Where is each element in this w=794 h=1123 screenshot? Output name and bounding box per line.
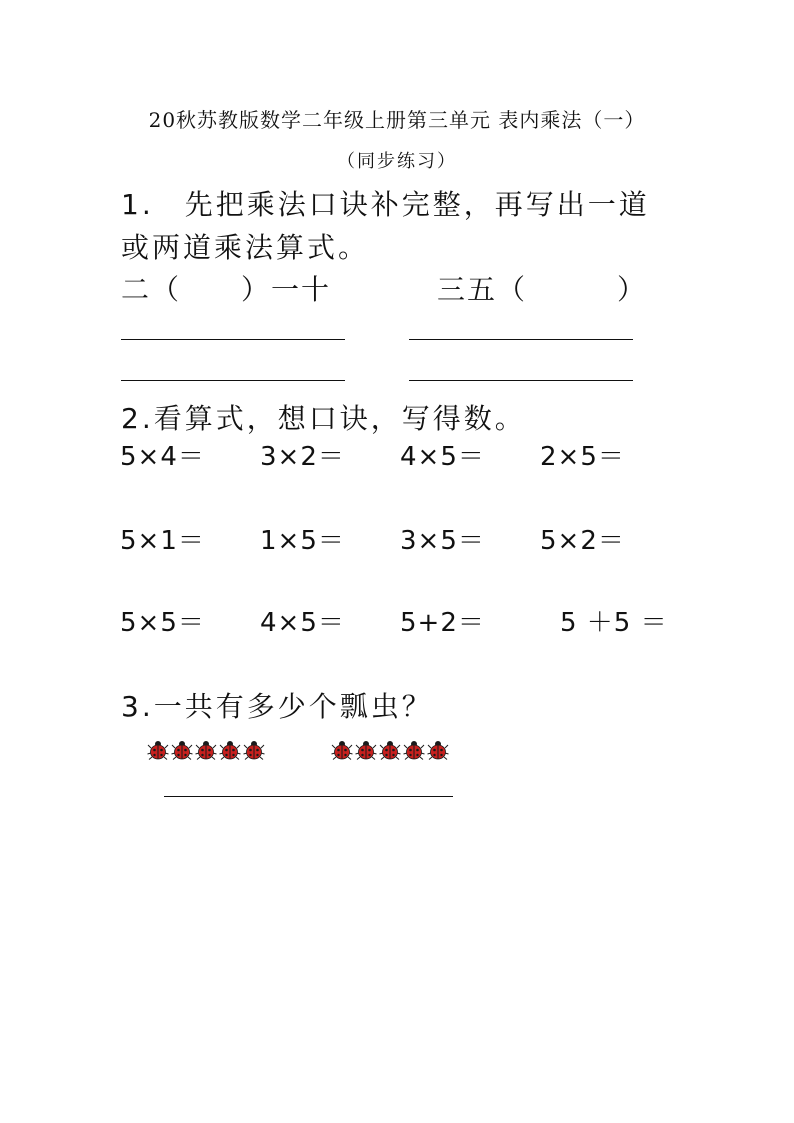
ladybug-icon [171, 740, 193, 760]
equation: 4×5＝ [260, 608, 345, 638]
answer-line [409, 339, 633, 340]
equation: 5×2＝ [540, 526, 625, 556]
answer-line [121, 380, 345, 381]
ladybug-icon [195, 740, 217, 760]
ladybug-icon [243, 740, 265, 760]
ladybug-icon [427, 740, 449, 760]
question-1-line-2: 或两道乘法算式。 [121, 231, 370, 264]
ladybug-icon [331, 740, 353, 760]
equation: 5 ＋5 ＝ [560, 608, 668, 638]
ladybug-icon [355, 740, 377, 760]
equation: 3×2＝ [260, 442, 345, 472]
page-title: 20秋苏教版数学二年级上册第三单元 表内乘法（一） [148, 108, 646, 132]
ladybug-icon [403, 740, 425, 760]
equation: 3×5＝ [400, 526, 485, 556]
ladybug-icon [379, 740, 401, 760]
equation: 2×5＝ [540, 442, 625, 472]
equation: 5+2＝ [400, 608, 485, 638]
equation: 4×5＝ [400, 442, 485, 472]
question-1-line-1: 1. 先把乘法口诀补完整，再写出一道 [121, 188, 650, 221]
answer-line [121, 339, 345, 340]
answer-line [164, 796, 453, 797]
ladybug-icon [147, 740, 169, 760]
page-subtitle: （同步练习） [337, 151, 457, 172]
equation: 5×4＝ [120, 442, 205, 472]
equation: 5×5＝ [120, 608, 205, 638]
question-2-heading: 2.看算式，想口诀，写得数。 [121, 402, 526, 435]
question-3-heading: 3.一共有多少个瓢虫？ [121, 690, 433, 723]
rhyme-fill-a: 二（ ）一十 [121, 273, 332, 306]
answer-line [409, 380, 633, 381]
equation: 1×5＝ [260, 526, 345, 556]
equation: 5×1＝ [120, 526, 205, 556]
ladybug-icon [219, 740, 241, 760]
rhyme-fill-b: 三五（ ） [437, 273, 648, 306]
